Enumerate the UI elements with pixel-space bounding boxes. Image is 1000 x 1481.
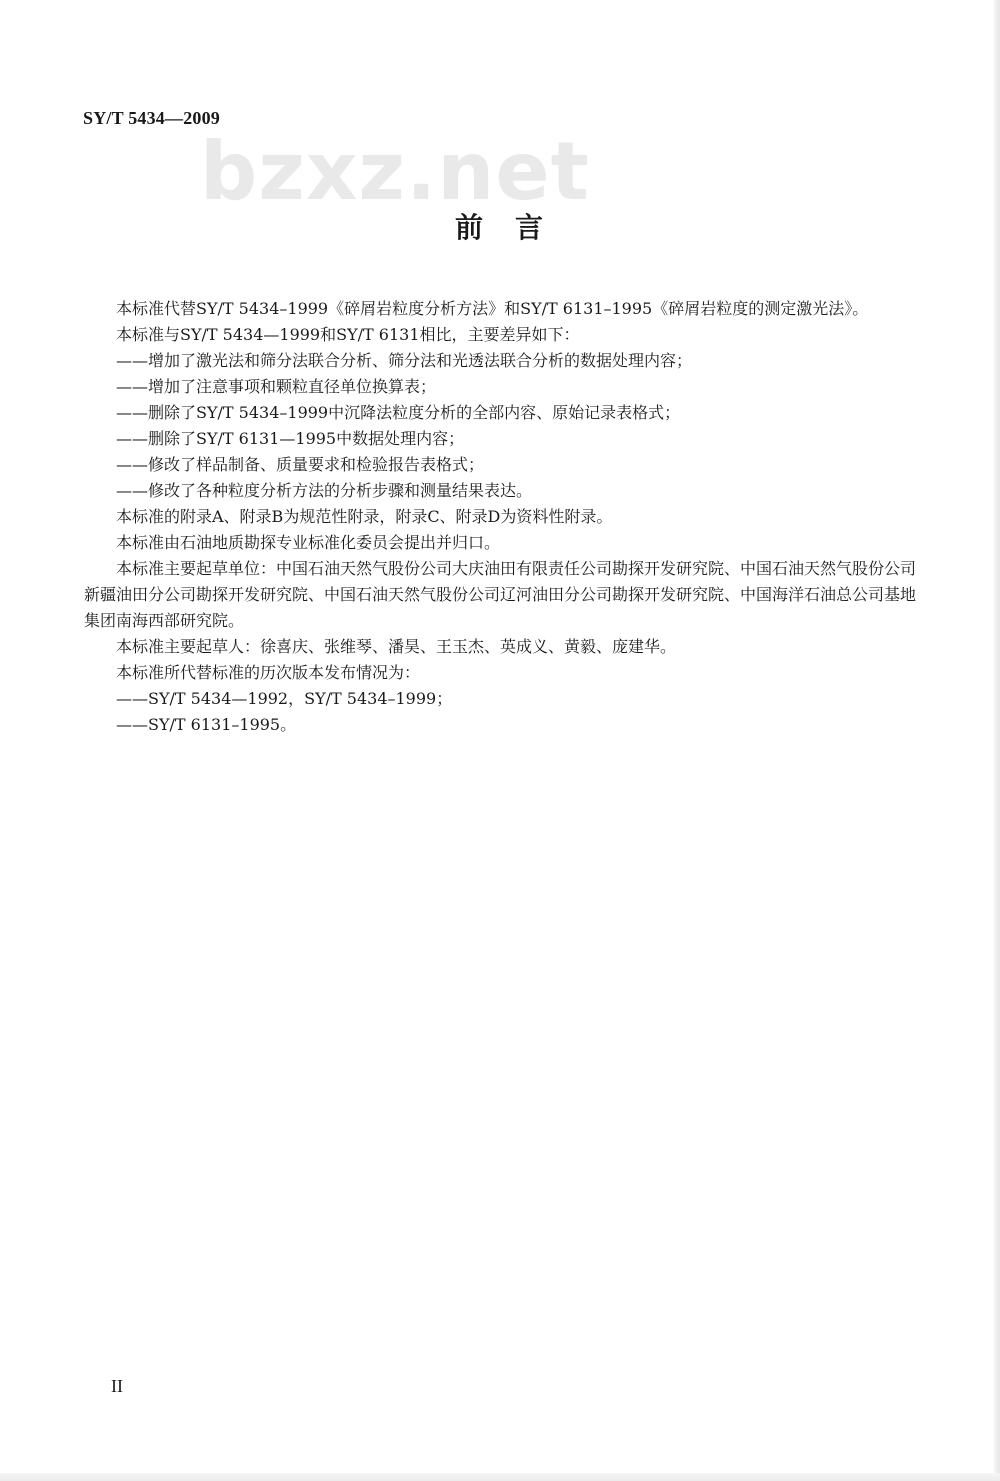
page-edge-shadow-bottom <box>0 1473 1000 1481</box>
list-item: ——修改了样品制备、质量要求和检验报告表格式； <box>116 455 485 474</box>
list-item: ——SY/T 5434—1992，SY/T 5434–1999； <box>116 689 453 708</box>
paragraph-proposer: 本标准由石油地质勘探专业标准化委员会提出并归口。 <box>116 533 501 552</box>
paragraph-drafting-units: 本标准主要起草单位：中国石油天然气股份公司大庆油田有限责任公司勘探开发研究院、中国石油天然气股份公司新疆油田分公司勘探开发研究院、中国石油天然气股份公司辽河油田分公司勘探开发研究院、中国海洋石油总公司基地集团南海西部研究院。 <box>84 559 917 630</box>
paragraph-appendices: 本标准的附录A、附录B为规范性附录，附录C、附录D为资料性附录。 <box>116 507 613 526</box>
standard-code-header: SY/T 5434—2009 <box>83 108 220 128</box>
watermark: bzxz.net <box>200 125 590 218</box>
list-item: ——SY/T 6131–1995。 <box>116 715 297 734</box>
changes-list <box>84 348 916 504</box>
list-item: ——修改了各种粒度分析方法的分析步骤和测量结果表达。 <box>116 481 533 500</box>
list-item: ——增加了注意事项和颗粒直径单位换算表； <box>116 377 437 396</box>
page-title: 前 言 <box>454 211 545 244</box>
history-list <box>84 686 916 738</box>
paragraph-replaces: 本标准代替SY/T 5434–1999《碎屑岩粒度分析方法》和SY/T 6131–1995《碎屑岩粒度的测定激光法》。 <box>116 299 869 318</box>
page-number: II <box>111 1376 123 1396</box>
list-item: ——删除了SY/T 6131—1995中数据处理内容； <box>116 429 465 448</box>
paragraph-differences-intro: 本标准与SY/T 5434—1999和SY/T 6131相比，主要差异如下： <box>116 325 580 344</box>
list-item: ——删除了SY/T 5434–1999中沉降法粒度分析的全部内容、原始记录表格式； <box>116 403 681 422</box>
preface-body <box>84 296 916 738</box>
list-item: ——增加了激光法和筛分法联合分析、筛分法和光透法联合分析的数据处理内容； <box>116 351 693 370</box>
paragraph-history-intro: 本标准所代替标准的历次版本发布情况为： <box>116 663 421 682</box>
paragraph-drafters: 本标准主要起草人：徐喜庆、张维琴、潘昊、王玉杰、英成义、黄毅、庞建华。 <box>116 637 677 656</box>
